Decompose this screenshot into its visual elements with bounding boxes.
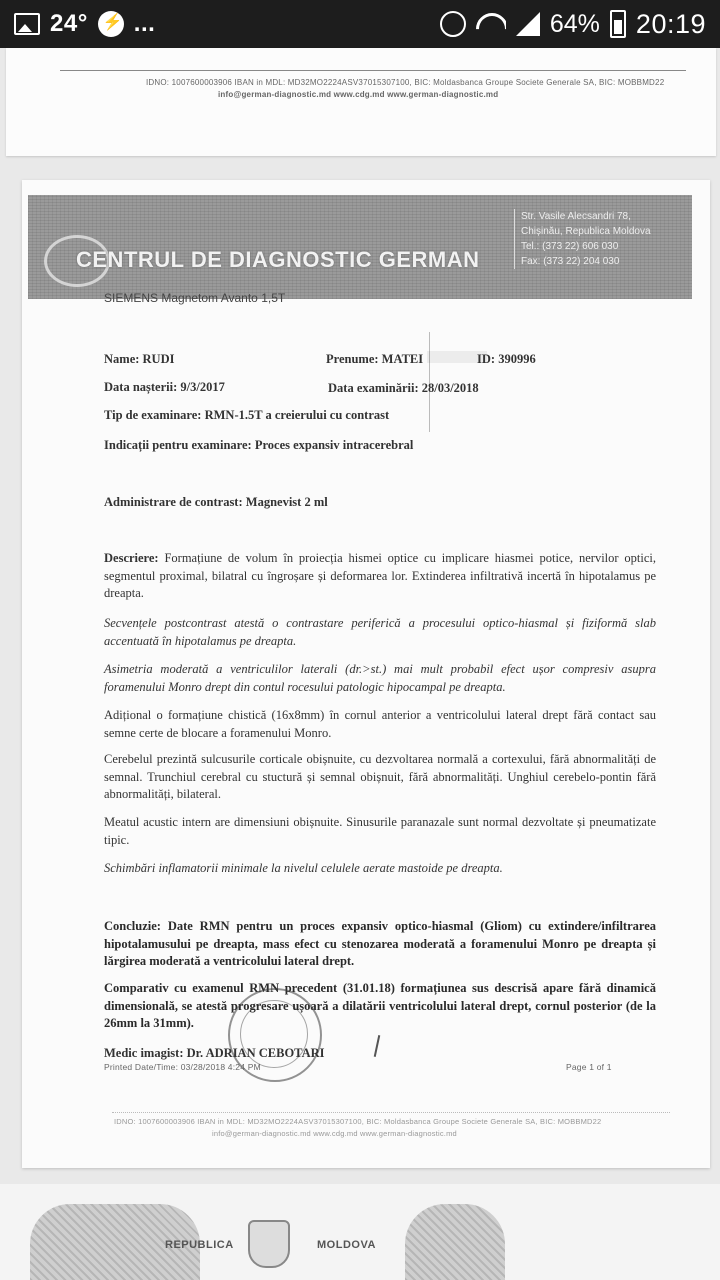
physician: Medic imagist: Dr. ADRIAN CEBOTARI <box>104 1046 325 1060</box>
wifi-icon <box>476 11 506 37</box>
meatus-paragraph: Meatul acustic intern are dimensiuni obișnuite. Sinusurile paranazale sunt normal dezvoltate și pneumatizate tipic. <box>104 815 656 847</box>
footer-rule <box>60 70 686 71</box>
address-line: Fax: (373 22) 204 030 <box>521 256 620 267</box>
prev-footer-bank: IDNO: 1007600003906 IBAN in MDL: MD32MO2224ASV37015307100, BIC: Moldasbanca Groupe Societe Generale SA, BIC: MOBBMD22 <box>146 78 665 87</box>
address-line: Chișinău, Republica Moldova <box>521 226 651 237</box>
cyst-paragraph: Adițional o formațiune chistică (16x8mm) în cornul anterior a ventricolului lateral drept fără contact sau semne certe de blocare a foramenului Monro. <box>104 708 656 740</box>
footer-links: info@german-diagnostic.md www.cdg.md www.german-diagnostic.md <box>212 1129 457 1138</box>
asymmetry-paragraph: Asimetria moderată a ventriculilor laterali (dr.>st.) mai mult probabil efect ușor compresiv asupra foramenului Monro drept din contul rocesului patologic hipocampal pe dreapta. <box>104 662 656 694</box>
status-bar <box>0 0 720 48</box>
patient-name: Name: RUDI <box>104 352 175 366</box>
patient-id: ID: 390996 <box>477 352 536 366</box>
moldova-label: MOLDOVA <box>317 1239 376 1251</box>
page-number: Page 1 of 1 <box>566 1062 612 1072</box>
exam-date: Data examinării: 28/03/2018 <box>328 381 479 395</box>
description-paragraph: Descriere: Formațiune de volum în proiecția hismei optice cu implicare hiasmei potice, nervilor optici, segmentul proximal, bilatral cu îngroșare și deformarea lor. Extinderea infiltrativă incertă în hipotalamus pe dreapta. <box>104 551 657 600</box>
address-line: Tel.: (373 22) 606 030 <box>521 241 619 252</box>
conclusion-paragraph: Concluzie: Date RMN pentru un proces expansiv optico-hiasmal (Gliom) cu extindere/infiltrarea hipotalamusului pe dreapta, mass efect cu stenozarea moderată a foramenului Monro pe dreapta și lărgirea moderată a ventricolului lateral drept. <box>104 919 657 968</box>
ornament-right-icon <box>405 1204 505 1280</box>
mastoid-paragraph: Schimbări inflamatorii minimale la nivelul celulele aerate mastoide pe dreapta. <box>104 861 503 875</box>
alarm-icon <box>440 11 466 37</box>
previous-page[interactable] <box>6 48 716 156</box>
clock: 20:19 <box>635 8 706 39</box>
comparison-paragraph: Comparativ cu examenul RMN precedent (31.01.18) formațiunea sus descrisă apare fără dinamică dimensională, se atestă progresare ușoară a dilatării ventricolului lateral drept, cornul posterior (de la 26mm la 31mm). <box>104 981 656 1030</box>
temperature: 24° <box>50 10 88 37</box>
republica-label: REPUBLICA <box>165 1239 234 1251</box>
report-page[interactable] <box>22 180 710 1168</box>
battery-percent: 64% <box>549 9 600 38</box>
footer-bank: IDNO: 1007600003906 IBAN in MDL: MD32MO2224ASV37015307100, BIC: Moldasbanca Groupe Societe Generale SA, BIC: MOBBMD22 <box>114 1117 602 1126</box>
contrast-admin: Administrare de contrast: Magnevist 2 ml <box>104 495 328 509</box>
signal-icon <box>516 12 540 36</box>
birth-date: Data nașterii: 9/3/2017 <box>104 380 225 394</box>
more-notifications: ... <box>133 10 156 37</box>
gallery-icon <box>14 13 40 35</box>
patient-prenume: Prenume: MATEI <box>326 352 424 366</box>
messenger-icon <box>98 11 124 37</box>
coat-of-arms-icon <box>248 1220 290 1268</box>
postcontrast-paragraph: Secvențele postcontrast atestă o contrastare periferică a procesului optico-hiasmal și fiziformă slab accentuată în hipotalamus pe dreapta. <box>104 616 656 648</box>
battery-icon <box>610 10 626 38</box>
cerebellum-paragraph: Cerebelul prezintă sulcusurile corticale obișnuite, cu dezvoltarea normală a cortexului, fără abnormalități de semnal. Trunchiul cerebral cu stuctură și semnal obișnuit, fără abnormalități. Unghiul cerebelo-pontin fără abnormalități, bilateral. <box>104 752 656 801</box>
clinic-address <box>514 209 689 269</box>
address-line: Str. Vasile Alecsandri 78, <box>521 211 631 222</box>
footer-rule <box>112 1112 670 1113</box>
printed-datetime: Printed Date/Time: 03/28/2018 4:24 PM <box>104 1062 261 1072</box>
clinic-name: CENTRUL DE DIAGNOSTIC GERMAN <box>76 247 480 272</box>
prev-footer-links: info@german-diagnostic.md www.cdg.md www.german-diagnostic.md <box>218 90 499 99</box>
scanner-model: SIEMENS Magnetom Avanto 1,5T <box>104 291 286 305</box>
next-page[interactable] <box>0 1184 720 1280</box>
exam-type: Tip de examinare: RMN-1.5T a creierului cu contrast <box>104 408 390 422</box>
header-banner <box>28 195 692 299</box>
signature-mark <box>374 1035 381 1057</box>
exam-indications: Indicații pentru examinare: Proces expansiv intracerebral <box>104 438 414 452</box>
